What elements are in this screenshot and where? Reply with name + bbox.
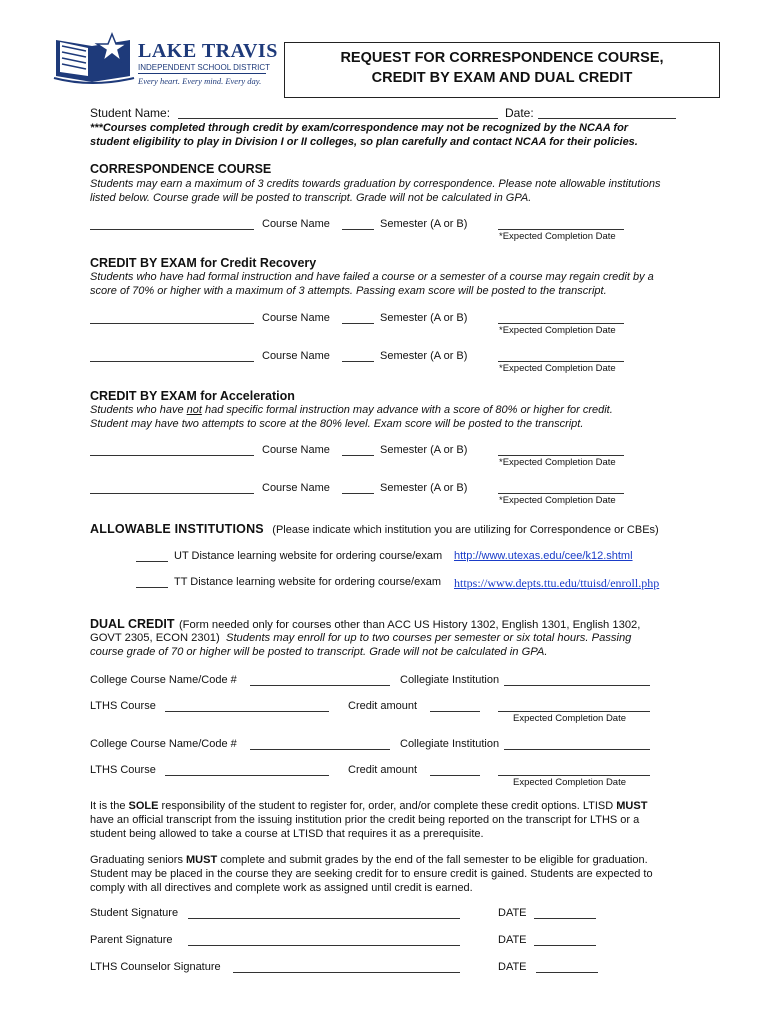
- course-name-label: Course Name: [262, 482, 330, 494]
- course-name-label: Course Name: [262, 444, 330, 456]
- semester-field[interactable]: [342, 361, 374, 362]
- ut-option-text: UT Distance learning website for ordering course/exam: [174, 550, 443, 562]
- responsibility-line1: It is the SOLE responsibility of the student to register for, order, and/or complete these credit options. LTISD MUST: [90, 800, 648, 812]
- district-logo: [52, 30, 278, 92]
- parent-date-field[interactable]: [534, 945, 596, 946]
- student-name-field[interactable]: [178, 118, 498, 119]
- college-course-field[interactable]: [250, 685, 390, 686]
- course-name-field[interactable]: [90, 361, 254, 362]
- responsibility-line3: student being allowed to take a course at LTISD that requires it as a prerequisite.: [90, 828, 484, 840]
- form-title-line1: REQUEST FOR CORRESPONDENCE COURSE,: [340, 50, 664, 66]
- course-name-field[interactable]: [90, 455, 254, 456]
- dual-credit-heading: DUAL CREDIT: [90, 617, 175, 631]
- ut-select-field[interactable]: [136, 561, 168, 562]
- completion-date-field[interactable]: [498, 711, 650, 712]
- form-title-box: [284, 42, 720, 98]
- lths-course-label: LTHS Course: [90, 700, 156, 712]
- dual-credit-line2: GOVT 2305, ECON 2301) Students may enroll for up to two courses per semester or six total hours. Passing: [90, 632, 632, 644]
- semester-label: Semester (A or B): [380, 350, 468, 362]
- completion-date-label: *Expected Completion Date: [499, 363, 616, 374]
- credit-amount-field[interactable]: [430, 711, 480, 712]
- student-date-field[interactable]: [534, 918, 596, 919]
- completion-date-label: *Expected Completion Date: [499, 495, 616, 506]
- student-name-label: Student Name:: [90, 106, 171, 120]
- cbe-acceleration-heading: CREDIT BY EXAM for Acceleration: [90, 389, 295, 403]
- course-name-label: Course Name: [262, 218, 330, 230]
- counselor-date-label: DATE: [498, 961, 527, 973]
- ncaa-note-line1: ***Courses completed through credit by exam/correspondence may not be recognized by the NCAA for: [90, 122, 629, 134]
- correspondence-heading: CORRESPONDENCE COURSE: [90, 162, 272, 176]
- semester-field[interactable]: [342, 455, 374, 456]
- counselor-signature-label: LTHS Counselor Signature: [90, 961, 221, 973]
- lths-course-field[interactable]: [165, 775, 329, 776]
- completion-date-label: *Expected Completion Date: [499, 325, 616, 336]
- date-label: Date:: [505, 106, 534, 120]
- completion-date-field[interactable]: [498, 775, 650, 776]
- cbe-acceleration-desc2: Student may have two attempts to score at the 80% level. Exam score will be posted to the transcript.: [90, 418, 584, 430]
- counselor-signature-field[interactable]: [233, 972, 460, 973]
- seniors-line1: Graduating seniors MUST complete and submit grades by the end of the fall semester to be eligible for graduation.: [90, 854, 648, 866]
- course-name-label: Course Name: [262, 350, 330, 362]
- semester-label: Semester (A or B): [380, 444, 468, 456]
- college-course-field[interactable]: [250, 749, 390, 750]
- cbe-recovery-desc1: Students who have had formal instruction and have failed a course or a semester of a course may regain credit by a: [90, 271, 654, 283]
- semester-label: Semester (A or B): [380, 312, 468, 324]
- cbe-recovery-desc2: score of 70% or higher with a maximum of 3 attempts. Passing exam score will be posted to the transcript.: [90, 285, 607, 297]
- completion-date-label: Expected Completion Date: [513, 777, 627, 788]
- cbe-acceleration-desc1: Students who have not had specific formal instruction may advance with a score of 80% or higher for credit.: [90, 404, 613, 416]
- book-star-icon: [52, 30, 136, 86]
- collegiate-institution-label: Collegiate Institution: [400, 674, 500, 686]
- correspondence-desc2: listed below. Course grade will be posted to transcript. Grade will not be calculated in GPA.: [90, 192, 532, 204]
- parent-signature-field[interactable]: [188, 945, 460, 946]
- course-name-field[interactable]: [90, 229, 254, 230]
- completion-date-field[interactable]: [498, 455, 624, 456]
- credit-amount-field[interactable]: [430, 775, 480, 776]
- institutions-heading-row: [90, 520, 659, 538]
- student-date-label: DATE: [498, 907, 527, 919]
- tt-option-text: TT Distance learning website for ordering course/exam: [174, 576, 441, 588]
- semester-label: Semester (A or B): [380, 482, 468, 494]
- parent-signature-label: Parent Signature: [90, 934, 173, 946]
- course-name-field[interactable]: [90, 493, 254, 494]
- lths-course-field[interactable]: [165, 711, 329, 712]
- college-course-label: College Course Name/Code #: [90, 738, 237, 750]
- responsibility-line2: have an official transcript from the issuing institution prior the credit being reported on the transcript for LTHS or a: [90, 814, 640, 826]
- logo-district: INDEPENDENT SCHOOL DISTRICT: [138, 63, 271, 72]
- tt-select-field[interactable]: [136, 587, 168, 588]
- collegiate-institution-field[interactable]: [504, 685, 650, 686]
- student-signature-label: Student Signature: [90, 907, 179, 919]
- completion-date-field[interactable]: [498, 229, 624, 230]
- completion-date-label: *Expected Completion Date: [499, 231, 616, 242]
- collegiate-institution-field[interactable]: [504, 749, 650, 750]
- course-name-field[interactable]: [90, 323, 254, 324]
- institutions-heading: ALLOWABLE INSTITUTIONS: [90, 522, 264, 536]
- credit-amount-label: Credit amount: [348, 764, 418, 776]
- dual-credit-line3: course grade of 70 or higher will be posted to transcript. Grade will not be calculated in GPA.: [90, 646, 548, 658]
- credit-amount-label: Credit amount: [348, 700, 418, 712]
- logo-name: LAKE TRAVIS: [138, 40, 278, 62]
- date-field[interactable]: [538, 118, 676, 119]
- completion-date-field[interactable]: [498, 361, 624, 362]
- college-course-label: College Course Name/Code #: [90, 674, 237, 686]
- counselor-date-field[interactable]: [536, 972, 598, 973]
- seniors-line3: comply with all directives and complete work as assigned until credit is earned.: [90, 882, 473, 894]
- dual-credit-line1: [90, 615, 640, 633]
- parent-date-label: DATE: [498, 934, 527, 946]
- semester-field[interactable]: [342, 229, 374, 230]
- cbe-recovery-heading: CREDIT BY EXAM for Credit Recovery: [90, 256, 317, 270]
- student-signature-field[interactable]: [188, 918, 460, 919]
- course-name-label: Course Name: [262, 312, 330, 324]
- logo-tagline: Every heart. Every mind. Every day.: [138, 76, 262, 86]
- completion-date-label: Expected Completion Date: [513, 713, 627, 724]
- semester-field[interactable]: [342, 323, 374, 324]
- completion-date-field[interactable]: [498, 493, 624, 494]
- dual-credit-note1: (Form needed only for courses other than ACC US History 1302, English 1301, English 1302,: [178, 619, 641, 631]
- completion-date-field[interactable]: [498, 323, 624, 324]
- correspondence-desc1: Students may earn a maximum of 3 credits towards graduation by correspondence. Please note allowable institutions: [90, 178, 661, 190]
- seniors-line2: Student may be placed in the course they are seeking credit for to ensure credit is gained. Students are expected to: [90, 868, 653, 880]
- form-title-line2: CREDIT BY EXAM AND DUAL CREDIT: [371, 70, 633, 86]
- semester-label: Semester (A or B): [380, 218, 468, 230]
- semester-field[interactable]: [342, 493, 374, 494]
- institutions-note: (Please indicate which institution you are utilizing for Correspondence or CBEs): [272, 524, 659, 536]
- lths-course-label: LTHS Course: [90, 764, 156, 776]
- collegiate-institution-label: Collegiate Institution: [400, 738, 500, 750]
- ncaa-note-line2: student eligibility to play in Division I or II colleges, so plan carefully and contact NCAA for their policies.: [90, 136, 638, 148]
- tt-link[interactable]: https://www.depts.ttu.edu/ttuisd/enroll.php: [454, 576, 660, 590]
- ut-link[interactable]: http://www.utexas.edu/cee/k12.shtml: [454, 550, 633, 562]
- completion-date-label: *Expected Completion Date: [499, 457, 616, 468]
